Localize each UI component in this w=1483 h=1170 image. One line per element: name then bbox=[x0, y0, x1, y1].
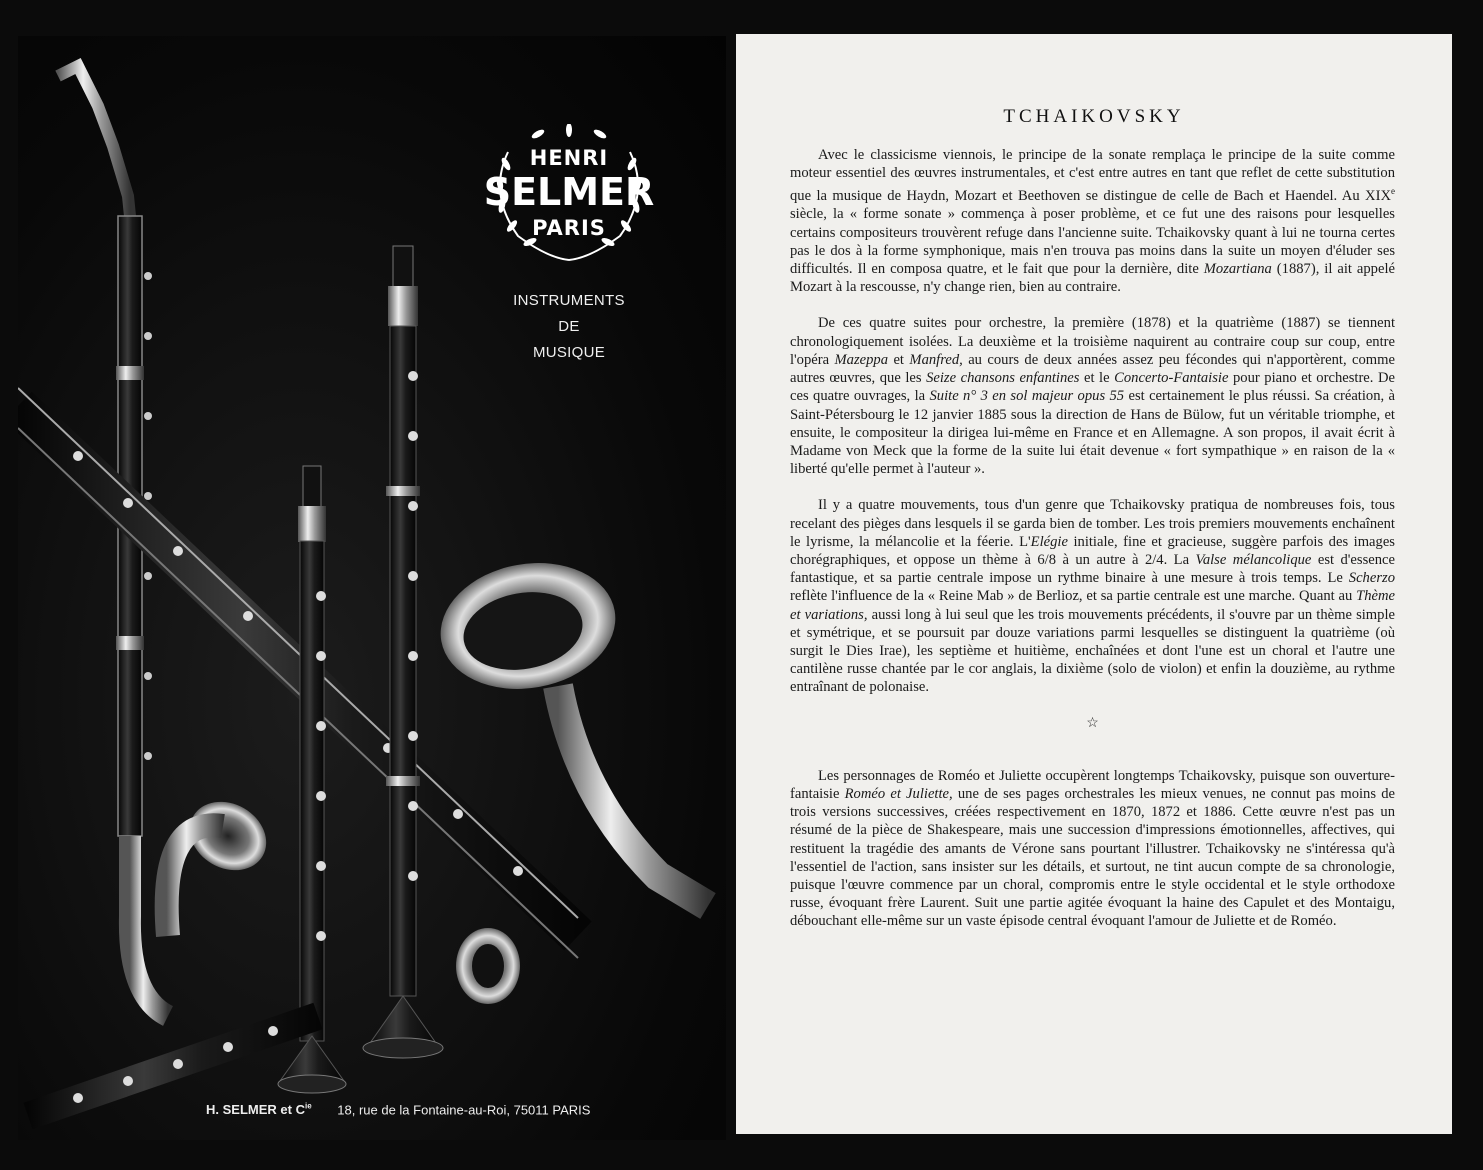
paragraph-2: De ces quatre suites pour orchestre, la première (1878) et la quatrième (1887) se tiennent chronologiquement isolées. La deuxième et la troisième naquirent au contraire coup sur coup, entre l'opéra Mazeppa et Manfred, au cours de deux années assez peu fécondes qui n'apportèrent, comme autres œuvres, que les Seize chansons enfantines et le Concerto-Fantaisie pour piano et orchestre. De ces quatre ouvrages, la Suite n° 3 en sol majeur opus 55 est certainement le plus réussi. Sa création, à Saint-Pétersbourg le 12 janvier 1885 sous la direction de Hans de Bülow, fut un véritable triomphe, et ensuite, le compositeur la dirigea lui-même en France et en Allemagne. A son propos, il avait écrit à Madame von Meck que la forme de la suite lui était devenue « fort sympathique » en raison de la « liberté qu'elle permet à l'auteur ». bbox=[790, 315, 1396, 478]
star-separator-icon: ☆ bbox=[1086, 715, 1099, 731]
lying-clarinet bbox=[28, 1016, 318, 1116]
paragraph-4: Les personnages de Roméo et Juliette occupèrent longtemps Tchaikovsky, puisque son ouverture-fantaisie Roméo et Juliette, une de ses pages orchestrales les mieux venues, ne connut pas moins de trois versions successives, créées respectivement en 1870, 1872 et 1886. Cette œuvre n'est pas un résumé de la pièce de Shakespeare, mais une succession d'impressions émotionnelles, affectives, qui restituent la tragédie des amants de Vérone sans pourtant l'illustrer. Tchaikovsky ne s'intéressa qu'à l'essentiel de l'action, sans insister sur les détails, et surtout, ne tint aucun compte de sa chronologie, puisque l'œuvre commence par un choral, compromis entre le style occidental et le style orthodoxe russe, évoquant frère Laurent. Suit une partie agitée évoquant la haine des Capulet et des Montaigu, débouchant elle-même sur un vaste épisode central évoquant l'amour de Juliette et de Roméo. bbox=[790, 767, 1395, 930]
tall-clarinet bbox=[363, 246, 443, 1058]
article-page bbox=[736, 34, 1452, 1134]
article-title: TCHAIKOVSKY bbox=[1003, 106, 1185, 127]
company-name: H. SELMER et $C^{ie}$ bbox=[206, 1102, 312, 1118]
paragraph-3: Il y a quatre mouvements, tous d'un genre que Tchaikovsky pratiqua de nombreuses fois, tous recelant des pièges dans lesquels il se garda bien de tomber. Les trois premiers mouvements enchaînent le lyrisme, la mélancolie et la féerie. L'Elégie initiale, fine et gracieuse, suggère parfois des images chorégraphiques, et oppose un thème à 6/8 à un autre à 2/4. La Valse mélancolique est d'essence fantastique, et sa partie centrale impose un rythme binaire à une mesure à trois temps. Le Scherzo reflète l'influence de la « Reine Mab » de Berlioz, et sa partie centrale est une marche. Quant au Thème et variations, aussi long à lui seul que les trois mouvements précédents, il s'ouvre par un thème simple et symétrique, et se poursuit par douze variations parmi lesquelles se distinguent la quatrième (où surgit le Dies Irae), les septième et huitième, enchaînées et dont l'une est un choral et l'autre une cantilène russe chantée par le cor anglais, la dixième (solo de violon) et enfin la douzième, au rythme entraînant de polonaise. bbox=[790, 497, 1395, 696]
logo-selmer: SELMER bbox=[483, 170, 655, 214]
selmer-logo bbox=[478, 124, 660, 264]
logo-paris: PARIS bbox=[532, 216, 606, 240]
company-address: 18, rue de la Fontaine-au-Roi, 75011 PARIS bbox=[337, 1102, 591, 1118]
logo-henri: HENRI bbox=[529, 146, 609, 170]
advert-page bbox=[18, 36, 726, 1140]
tagline-line-1: INSTRUMENTS bbox=[513, 292, 625, 309]
tagline-line-2: DE bbox=[558, 318, 580, 335]
small-bell bbox=[456, 928, 520, 1004]
middle-clarinet bbox=[278, 466, 346, 1093]
tagline-line-3: MUSIQUE bbox=[532, 344, 606, 361]
paragraph-1: Avec le classicisme viennois, le principe de la sonate remplaça le principe de la suite comme moteur essentiel des œuvres instrumentales, et c'est entre autres en tant que reflet de cette substitution que la musique de Haydn, Mozart et Beethoven se distingue de celle de Bach et Haendel. Au XIXe siècle, la « forme sonate » commença à poser problème, et ce fut une des raisons pour lesquelles certains compositeurs trouvèrent refuge dans l'ancienne suite. Tchaikovsky quant à lui ne tourna certes pas le dos à la forme symphonique, mais n'en trouva pas moins dans la suite un moyen d'éluder ses difficultés. Il en composa quatre, et le fait que pour la dernière, dite Mozartiana (1887), il ait appelé Mozart à la rescousse, n'y change rien, bien au contraire. bbox=[790, 147, 1395, 296]
article-body bbox=[790, 146, 1395, 949]
tagline bbox=[478, 288, 660, 366]
advert-footer bbox=[206, 1102, 590, 1117]
